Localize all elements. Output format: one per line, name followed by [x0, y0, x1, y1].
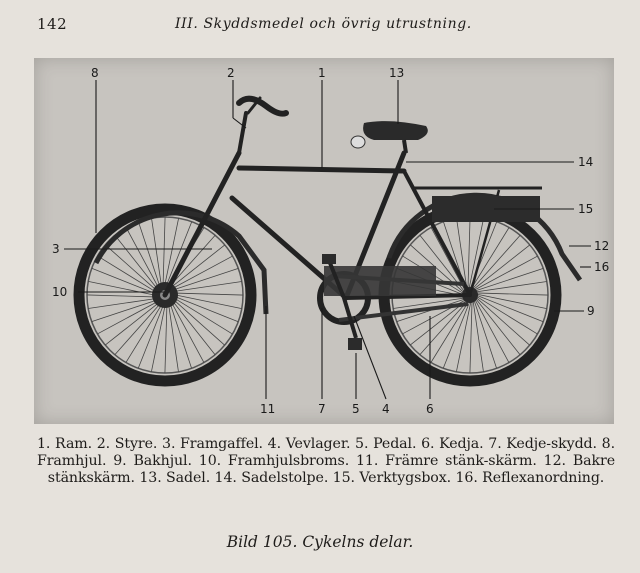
callout-5: 5	[352, 402, 360, 416]
wheel-spoke	[163, 217, 165, 289]
leader-lines	[64, 80, 594, 399]
wheel-spoke	[171, 296, 233, 334]
wheel-spoke	[88, 298, 160, 308]
callout-6: 6	[426, 402, 434, 416]
callout-10: 10	[52, 285, 68, 299]
wheel-spoke	[170, 282, 242, 292]
wheel-spoke	[476, 293, 548, 295]
callout-4: 4	[382, 402, 390, 416]
wheel-spoke	[152, 218, 162, 290]
saddle	[351, 121, 428, 153]
bicycle-illustration	[34, 58, 614, 424]
wheel-spoke	[115, 235, 160, 292]
wheel-spoke	[468, 217, 470, 289]
callout-14: 14	[578, 155, 594, 169]
callout-3: 3	[52, 242, 60, 256]
figure-caption: Bild 105. Cykelns delar.	[226, 533, 414, 551]
running-head: III. Skyddsmedel och övrig utrustning.	[175, 16, 472, 32]
wheel-spoke	[443, 301, 470, 368]
wheel-spoke	[87, 295, 159, 297]
callout-11: 11	[260, 402, 276, 416]
callout-1: 1	[318, 66, 326, 80]
wheel-spoke	[473, 300, 483, 372]
pedal	[348, 338, 362, 350]
wheel-spoke	[165, 301, 167, 373]
wheel-spoke	[105, 300, 162, 345]
wheel-spoke	[170, 298, 215, 355]
wheel-spoke	[470, 301, 472, 373]
wheel-spoke	[115, 301, 163, 355]
wheel-spoke	[97, 256, 159, 294]
callout-15: 15	[578, 202, 594, 216]
wheel-spoke	[171, 293, 243, 295]
wheel-spoke	[475, 298, 520, 355]
bicycle-drawing	[34, 58, 614, 424]
wheel-spoke	[431, 301, 469, 363]
callout-9: 9	[587, 304, 595, 318]
callout-16: 16	[594, 260, 610, 274]
wheel-spoke	[126, 301, 164, 363]
figure-legend: 1. Ram. 2. Styre. 3. Framgaffel. 4. Vevlager. 5. Pedal. 6. Kedja. 7. Kedje-skydd. 8. Framhjul. 9. Bakhjul. 10. Framhjulsbroms. 11. Främre stänk-skärm. 12. Bakre stänkskärm. 13. Sadel. 14. Sadelstolpe. 15. Verktygsbox. 16. Reflexanordning.	[37, 436, 615, 486]
wheel-spoke	[476, 295, 543, 322]
wheel-spoke	[475, 282, 547, 292]
wheel-spoke	[171, 295, 238, 322]
wheel-spoke	[168, 245, 225, 290]
wheel-spoke	[138, 301, 165, 368]
wheel-spoke	[105, 245, 159, 293]
callout-2: 2	[227, 66, 235, 80]
wheel-spoke	[171, 297, 225, 345]
callout-7: 7	[318, 402, 326, 416]
wheel-spoke	[471, 227, 509, 289]
callout-12: 12	[594, 239, 610, 253]
callout-13: 13	[389, 66, 405, 80]
wheel-spoke	[92, 268, 159, 295]
wheel-spoke	[476, 296, 538, 334]
wheel-spoke	[168, 300, 178, 372]
page-number: 142	[37, 15, 68, 33]
wheel-spoke	[476, 297, 530, 345]
callout-8: 8	[91, 66, 99, 80]
